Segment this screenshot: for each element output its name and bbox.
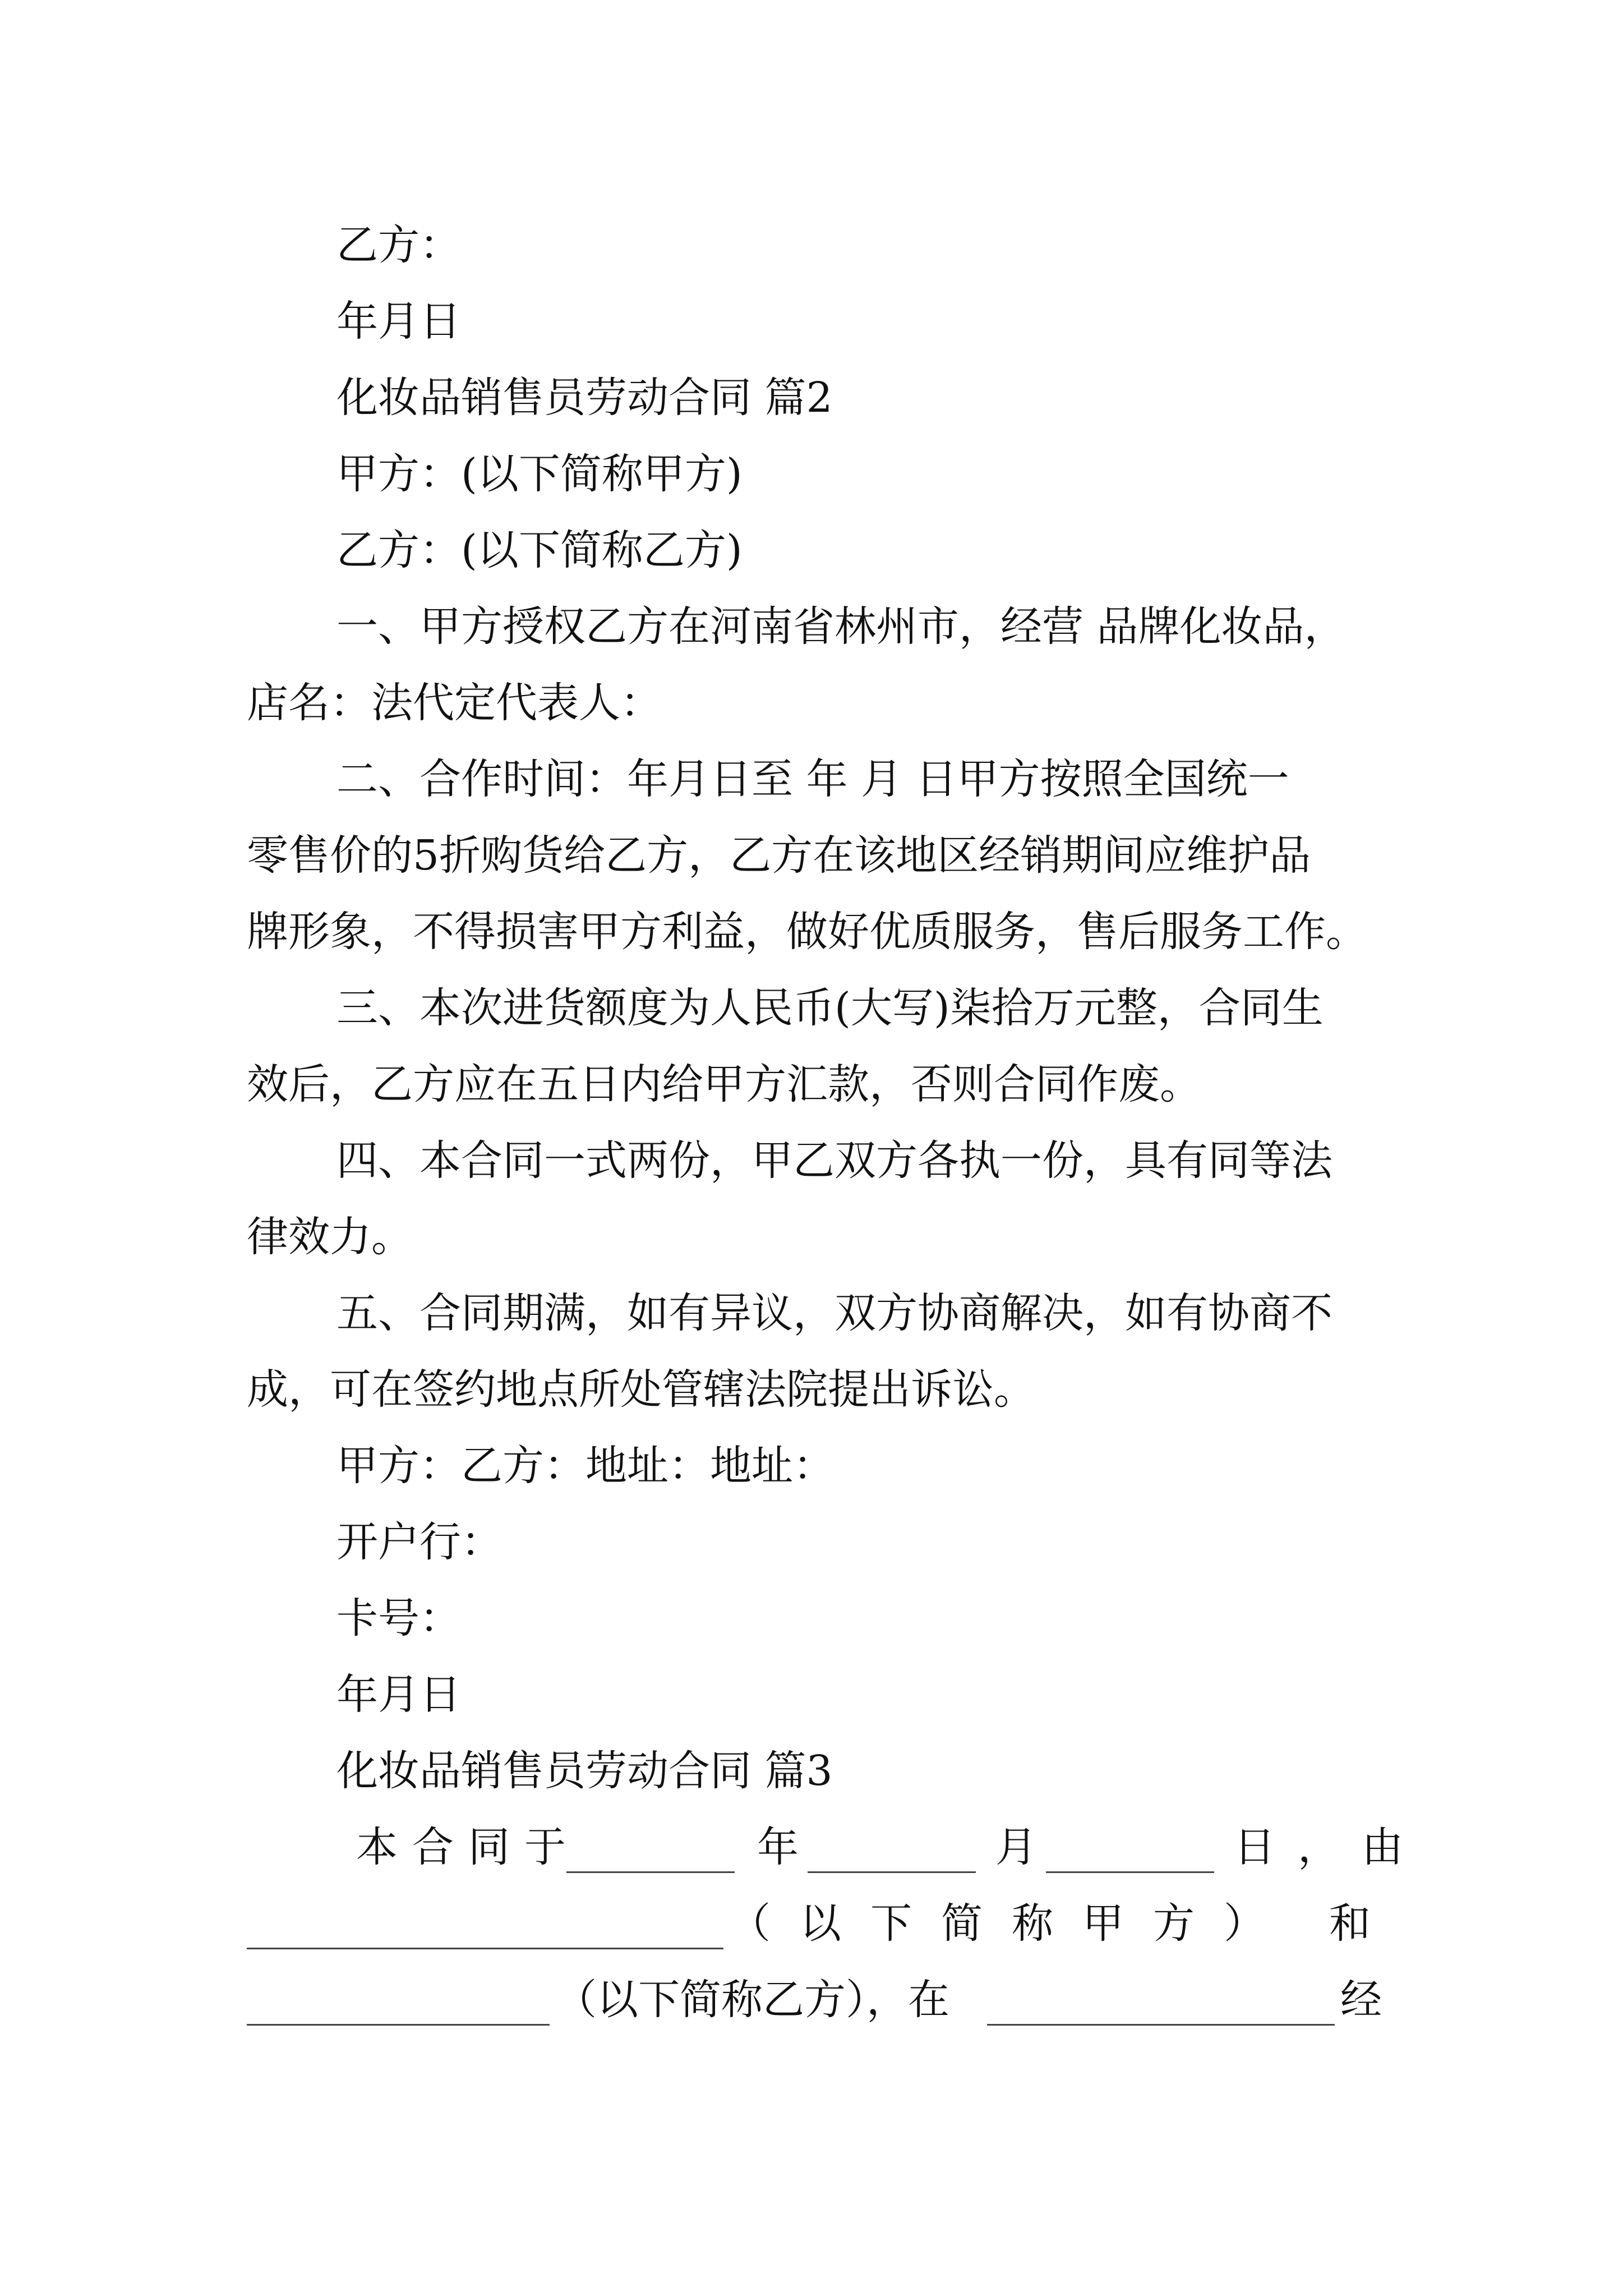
- day-label: 日，由: [1234, 1823, 1426, 1871]
- clause-1-line-2: 店名：法代定代表人：: [247, 679, 662, 727]
- year-label: 年: [757, 1823, 799, 1871]
- signature-address-line: 甲方：乙方：地址：地址：: [336, 1442, 834, 1490]
- day-blank: [1046, 1838, 1214, 1873]
- continuation-label: 经: [1340, 1976, 1382, 2024]
- clause-5-line-2: 成，可在签约地点所处管辖法院提出诉讼。: [247, 1365, 1035, 1414]
- clause-5-line-1: 五、合同期满，如有异议，双方协商解决，如有协商不: [336, 1289, 1332, 1337]
- party-a-line: 甲方：(以下简称甲方): [336, 450, 743, 498]
- location-blank: [987, 1990, 1335, 2026]
- month-blank: [808, 1838, 976, 1873]
- card-number-line: 卡号：: [336, 1594, 461, 1642]
- clause-1-line-1: 一、甲方授权乙方在河南省林州市，经营 品牌化妆品，: [336, 602, 1346, 651]
- year-blank: [566, 1838, 735, 1873]
- month-label: 月: [995, 1823, 1037, 1871]
- clause-2-line-3: 牌形象，不得损害甲方利益，做好优质服务，售后服务工作。: [247, 908, 1367, 956]
- clause-4-line-2: 律效力。: [247, 1213, 413, 1261]
- contract-date-prefix: 本合同于: [356, 1823, 580, 1871]
- party-b-blank: [247, 1990, 550, 2026]
- party-b-label: 乙方：: [336, 221, 461, 269]
- date-line: 年月日: [336, 297, 461, 346]
- party-b-abbrev: （以下简称乙方），在: [555, 1976, 949, 2024]
- clause-4-line-1: 四、本合同一式两份，甲乙双方各执一份，具有同等法: [336, 1137, 1332, 1185]
- section-heading-3: 化妆品销售员劳动合同 篇3: [336, 1747, 833, 1795]
- date-line-2: 年月日: [336, 1671, 461, 1719]
- clause-3-line-1: 三、本次进货额度为人民币(大写)柒拾万元整，合同生: [336, 984, 1324, 1032]
- and-label: 和: [1329, 1899, 1371, 1948]
- section-heading-2: 化妆品销售员劳动合同 篇2: [336, 374, 833, 422]
- clause-2-line-2: 零售价的5折购货给乙方，乙方在该地区经销期间应维护品: [247, 831, 1311, 880]
- party-a-abbrev: （以下简称甲方）: [729, 1899, 1294, 1948]
- clause-2-line-1: 二、合作时间：年月日至 年 月 日甲方按照全国统一: [336, 755, 1289, 803]
- clause-3-line-2: 效后，乙方应在五日内给甲方汇款，否则合同作废。: [247, 1060, 1201, 1108]
- party-b-line: 乙方：(以下简称乙方): [336, 526, 743, 574]
- bank-line: 开户行：: [336, 1518, 502, 1566]
- party-a-blank: [247, 1914, 723, 1949]
